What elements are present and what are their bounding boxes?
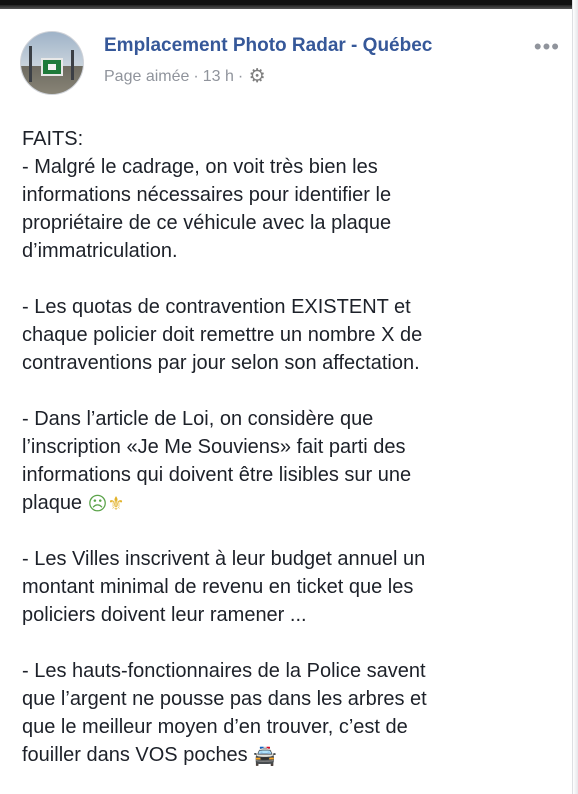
text-line: - Malgré le cadrage, on voit très bien les (22, 156, 378, 178)
text-line: informations qui doivent être lisibles sur une (22, 464, 412, 486)
gear-icon[interactable]: ⚙ (248, 66, 266, 87)
paragraph-police (22, 657, 552, 769)
text-line: montant minimal de revenu en ticket que les (22, 576, 414, 598)
meta-separator: · (237, 68, 244, 85)
text-line: - Les quotas de contravention EXISTENT et (22, 296, 411, 318)
post-meta (104, 67, 267, 87)
fleur-de-lis-emoji: ⚜ (107, 493, 125, 515)
police-car-emoji: 🚔 (253, 745, 277, 767)
page-name-link[interactable]: Emplacement Photo Radar - Québec (104, 35, 433, 56)
page-avatar[interactable] (20, 31, 84, 95)
facebook-post (0, 9, 572, 794)
text-line: d’immatriculation. (22, 240, 178, 262)
paragraph-facts (22, 125, 552, 265)
paragraph-quotas (22, 293, 552, 377)
text-line: FAITS: (22, 128, 84, 150)
text-line: contraventions par jour selon son affectation. (22, 352, 420, 374)
liked-label: Page aimée (104, 68, 190, 85)
paragraph-law (22, 405, 552, 517)
more-options-icon[interactable]: ••• (533, 34, 560, 59)
text-line: plaque (22, 492, 83, 514)
text-line: - Les hauts-fonctionnaires de la Police savent (22, 660, 426, 682)
text-line: l’inscription «Je Me Souviens» fait parti des (22, 436, 406, 458)
top-edge (0, 0, 578, 9)
timestamp-link[interactable]: 13 h (202, 68, 234, 85)
text-line: que l’argent ne pousse pas dans les arbres et (22, 688, 427, 710)
post-header (20, 31, 560, 101)
scrollbar-edge (572, 0, 578, 794)
text-line: - Les Villes inscrivent à leur budget annuel un (22, 548, 426, 570)
text-line: policiers doivent leur ramener ... (22, 604, 307, 626)
post-body (22, 125, 552, 769)
text-line: - Dans l’article de Loi, on considère que (22, 408, 374, 430)
text-line: propriétaire de ce véhicule avec la plaque (22, 212, 392, 234)
text-line: informations nécessaires pour identifier le (22, 184, 392, 206)
meta-separator: · (193, 68, 199, 85)
text-line: que le meilleur moyen d’en trouver, c’est de (22, 716, 408, 738)
paragraph-budget (22, 545, 552, 629)
text-line: chaque policier doit remettre un nombre X de (22, 324, 423, 346)
text-line: fouiller dans VOS poches (22, 744, 248, 766)
person-emoji: ☹ (87, 493, 108, 515)
